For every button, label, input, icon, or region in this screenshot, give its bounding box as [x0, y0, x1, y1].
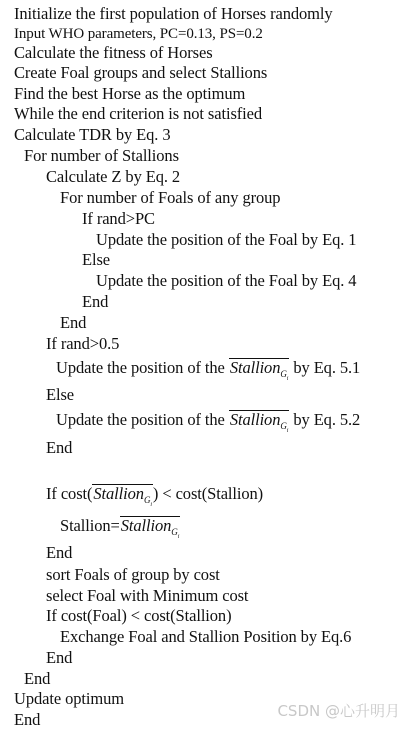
pseudo-line-8: For number of Stallions	[24, 146, 179, 165]
pseudo-line-22	[46, 484, 263, 514]
pseudo-line-1: Initialize the first population of Horses randomly	[14, 4, 333, 23]
pseudo-line-11: If rand>PC	[82, 209, 155, 228]
pseudo-line-14: Update the position of the Foal by Eq. 4	[96, 271, 357, 290]
symbol-base: Stallion	[229, 358, 281, 377]
pseudo-line-30: End	[24, 669, 51, 688]
symbol-base: Stallion	[120, 516, 172, 535]
line-23-prefix: Stallion=	[60, 516, 120, 535]
stallion-gi-symbol	[92, 484, 153, 514]
pseudo-line-29: End	[46, 648, 73, 667]
stallion-gi-symbol	[229, 410, 290, 440]
pseudo-line-4: Create Foal groups and select Stallions	[14, 63, 268, 82]
pseudo-line-24: End	[46, 543, 73, 562]
pseudo-line-16: End	[60, 313, 87, 332]
symbol-sub: G	[280, 369, 287, 379]
pseudo-line-15: End	[82, 292, 109, 311]
line-22-suffix: ) < cost(Stallion)	[152, 484, 264, 503]
pseudo-line-10: For number of Foals of any group	[60, 188, 281, 207]
pseudo-line-9: Calculate Z by Eq. 2	[46, 167, 181, 186]
pseudo-line-17: If rand>0.5	[46, 334, 120, 353]
pseudo-line-19: Else	[46, 385, 75, 404]
pseudo-line-27: If cost(Foal) < cost(Stallion)	[46, 606, 232, 625]
symbol-subsub: i	[177, 534, 180, 540]
stallion-gi-symbol	[229, 358, 290, 388]
line-20-prefix: Update the position of the	[56, 410, 229, 429]
line-20-suffix: by Eq. 5.2	[289, 410, 361, 429]
symbol-subsub: i	[286, 428, 289, 434]
line-18-suffix: by Eq. 5.1	[289, 358, 361, 377]
pseudo-line-5: Find the best Horse as the optimum	[14, 84, 246, 103]
symbol-subsub: i	[286, 376, 289, 382]
pseudo-line-2: Input WHO parameters, PC=0.13, PS=0.2	[14, 26, 263, 42]
pseudo-line-25: sort Foals of group by cost	[46, 565, 220, 584]
pseudo-line-18	[56, 358, 360, 388]
line-22-prefix: If cost(	[46, 484, 93, 503]
pseudo-line-23	[60, 516, 180, 546]
pseudo-line-21: End	[46, 438, 73, 457]
pseudo-line-12: Update the position of the Foal by Eq. 1	[96, 230, 357, 249]
stallion-gi-symbol	[120, 516, 181, 546]
symbol-base: Stallion	[229, 410, 281, 429]
pseudo-line-32: End	[14, 710, 41, 729]
symbol-sub: G	[280, 421, 287, 431]
pseudo-line-28: Exchange Foal and Stallion Position by Eq.6	[60, 627, 352, 646]
pseudo-line-26: select Foal with Minimum cost	[46, 586, 249, 605]
pseudo-line-6: While the end criterion is not satisfied	[14, 104, 263, 123]
symbol-subsub: i	[150, 502, 152, 508]
line-18-prefix: Update the position of the	[56, 358, 229, 377]
symbol-sub: G	[143, 495, 151, 505]
pseudo-line-13: Else	[82, 250, 111, 269]
pseudo-line-20	[56, 410, 360, 440]
csdn-watermark: CSDN @心升明月	[277, 702, 400, 720]
pseudo-line-7: Calculate TDR by Eq. 3	[14, 125, 171, 144]
pseudo-line-3: Calculate the fitness of Horses	[14, 43, 213, 62]
pseudo-line-31: Update optimum	[14, 689, 124, 708]
symbol-sub: G	[171, 527, 178, 537]
symbol-base: Stallion	[93, 484, 144, 503]
